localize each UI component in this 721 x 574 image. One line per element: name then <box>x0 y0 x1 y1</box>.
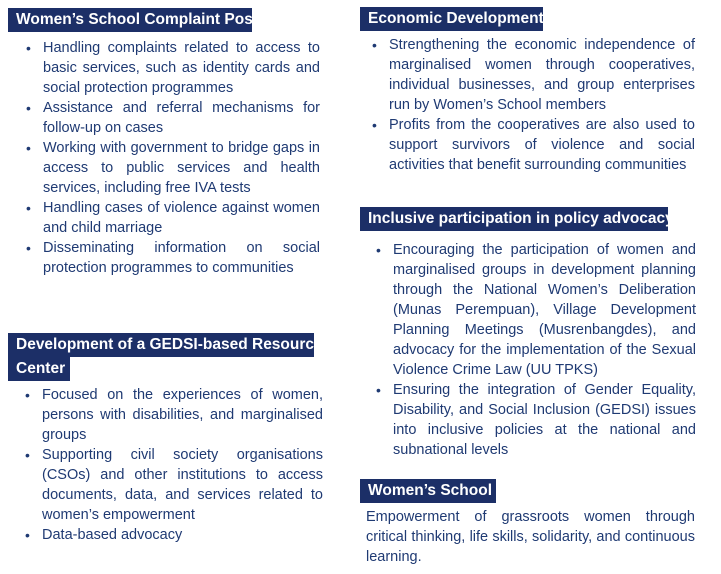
resource-center-heading-line2: Center <box>8 357 70 381</box>
list-item: • Handling cases of violence against women and child marriage <box>26 198 320 238</box>
womens-school-section <box>360 479 696 567</box>
economic-development-list <box>372 35 695 175</box>
economic-development-section <box>360 7 696 175</box>
resource-center-section <box>8 333 322 545</box>
womens-school-heading: Women’s School <box>360 479 496 503</box>
list-item: • Encouraging the participation of women and marginalised groups in development planning through the National Women’s Deliberation (Munas Perempuan), Village Development Planning Meetings (Musrenbangdes), and advocacy for the implementation of the Sexual Violence Crime Law (UU TPKS) <box>376 240 696 380</box>
resource-center-heading-line1: Development of a GEDSI-based Resource <box>8 333 314 357</box>
womens-school-description: Empowerment of grassroots women through critical thinking, life skills, solidarity, and continuous learning. <box>366 509 695 565</box>
complaint-post-list <box>26 38 320 278</box>
policy-advocacy-list <box>376 240 696 460</box>
list-item: • Working with government to bridge gaps in access to public services and health services, including free IVA tests <box>26 138 320 198</box>
list-item: • Focused on the experiences of women, persons with disabilities, and marginalised groups <box>25 385 323 445</box>
list-item: • Handling complaints related to access to basic services, such as identity cards and social protection programmes <box>26 38 320 98</box>
list-item: • Data-based advocacy <box>25 525 323 545</box>
list-item: • Assistance and referral mechanisms for follow-up on cases <box>26 98 320 138</box>
complaint-post-heading: Women’s School Complaint Post <box>8 8 252 32</box>
economic-development-heading: Economic Development <box>360 7 543 31</box>
resource-center-list <box>25 385 323 545</box>
list-item: • Ensuring the integration of Gender Equality, Disability, and Social Inclusion (GEDSI) issues into inclusive policies at the national and subnational levels <box>376 380 696 460</box>
policy-advocacy-heading: Inclusive participation in policy advocacy <box>360 207 668 231</box>
policy-advocacy-section <box>360 207 696 460</box>
complaint-post-section <box>8 8 322 278</box>
list-item: • Disseminating information on social protection programmes to communities <box>26 238 320 278</box>
list-item: • Supporting civil society organisations (CSOs) and other institutions to access documents, data, and services related to women’s empowerment <box>25 445 323 525</box>
list-item: • Profits from the cooperatives are also used to support survivors of violence and social activities that benefit surrounding communities <box>372 115 695 175</box>
list-item: • Strengthening the economic independence of marginalised women through cooperatives, individual businesses, and group enterprises run by Women’s School members <box>372 35 695 115</box>
